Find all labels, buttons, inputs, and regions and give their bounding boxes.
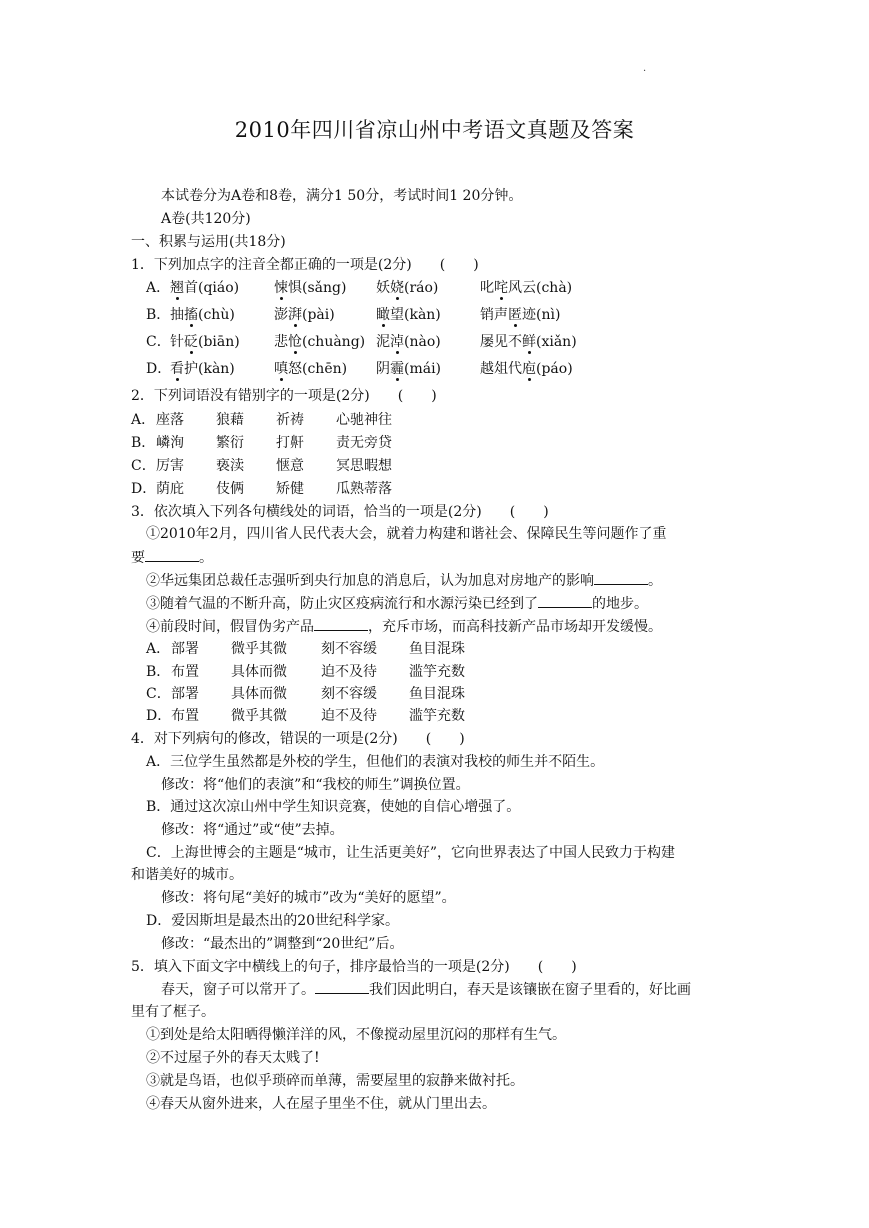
answer-blank <box>314 616 368 631</box>
q1-option-d: D．看护(kàn) 嗔怒(chēn) 阴霾(mái) 越俎代庖(páo) <box>146 359 584 379</box>
q5-sentence-1: ①到处是给太阳晒得懒洋洋的风，不像搅动屋里沉闷的那样有生气。 <box>146 1027 566 1043</box>
answer-blank <box>594 570 648 585</box>
q5-passage-cont: 里有了框子。 <box>131 1004 215 1020</box>
q2-option-b: B．嶙洵 繁衍 打鼾 责无旁贷 <box>131 435 392 451</box>
q5-passage: 春天，窗子可以常开了。 我们因此明白，春天是该镶嵌在窗子里看的，好比画 <box>161 979 691 1000</box>
q4-option-d-fix: 修改：“最杰出的”调整到“20世纪”后。 <box>161 936 404 952</box>
q4-option-d: D．爱因斯坦是最杰出的20世纪科学家。 <box>146 913 400 929</box>
q1-a-1: 翘首(qiáo) <box>170 280 240 296</box>
q1-d-4: 越俎代庖(páo) <box>480 361 573 377</box>
q3-option-d: D．布置 微乎其微 迫不及待 滥竽充数 <box>146 708 465 724</box>
header-mark: · <box>643 66 647 77</box>
q3-sentence-1-cont: 要 。 <box>131 547 213 568</box>
q4-stem: 4．对下列病句的修改，错误的一项是(2分) ( ) <box>131 731 465 747</box>
q1-c-1: 针砭(biān) <box>170 334 240 350</box>
section-1-heading: 一、积累与运用(共18分) <box>131 234 286 250</box>
q1-a-3: 妖娆(ráo) <box>376 280 439 296</box>
volume-a-heading: A卷(共120分) <box>161 211 251 227</box>
answer-blank <box>538 593 592 608</box>
q1-c-4: 屡见不鲜(xiǎn) <box>480 334 577 350</box>
q1-b-4: 销声匿迹(nì) <box>480 307 561 323</box>
answer-blank <box>315 979 369 994</box>
q3-option-a: A．部署 微乎其微 刻不容缓 鱼目混珠 <box>146 641 465 657</box>
q5-stem: 5．填入下面文字中横线上的句子，排序最恰当的一项是(2分) ( ) <box>131 959 577 975</box>
q1-c-3: 泥淖(nào) <box>376 334 441 350</box>
q1-a-2: 悚惧(sǎng) <box>274 280 347 296</box>
q1-option-a: A．翘首(qiáo) 悚惧(sǎng) 妖娆(ráo) 叱咤风云(chà) <box>146 278 584 298</box>
q1-c-2: 悲怆(chuàng) <box>274 334 366 350</box>
q1-option-c: C．针砭(biān) 悲怆(chuàng) 泥淖(nào) 屡见不鲜(xiǎn) <box>146 332 584 352</box>
q1-stem: 1．下列加点字的注音全都正确的一项是(2分) ( ) <box>131 257 479 273</box>
q5-sentence-3: ③就是鸟语，也似乎琐碎而单薄，需要屋里的寂静来做衬托。 <box>146 1073 524 1089</box>
q3-option-b: B．布置 具体而微 迫不及待 滥竽充数 <box>146 664 465 680</box>
q4-option-a: A．三位学生虽然都是外校的学生，但他们的表演对我校的师生并不陌生。 <box>146 754 605 770</box>
q1-option-b: B．抽搐(chù) 澎湃(pài) 瞰望(kàn) 销声匿迹(nì) <box>146 305 584 325</box>
q1-b-1: 抽搐(chù) <box>170 307 235 323</box>
q1-d-1: 看护(kàn) <box>170 361 235 377</box>
q3-stem: 3．依次填入下列各句横线处的词语，恰当的一项是(2分) ( ) <box>131 504 549 520</box>
q3-sentence-1: ①2010年2月，四川省人民代表大会，就着力构建和谐社会、保障民生等问题作了重 <box>146 526 667 542</box>
q4-option-b-fix: 修改：将“通过”或“使”去掉。 <box>161 822 344 838</box>
page-title: 2010年四川省凉山州中考语文真题及答案 <box>234 118 635 142</box>
q5-sentence-4: ④春天从窗外进来，人在屋子里坐不住，就从门里出去。 <box>146 1096 496 1112</box>
q5-sentence-2: ②不过屋子外的春天太贱了! <box>146 1050 320 1066</box>
q1-b-2: 澎湃(pài) <box>274 307 335 323</box>
q1-d-3: 阴霾(mái) <box>376 361 442 377</box>
q2-option-c: C．厉害 亵渎 惬意 冥思暇想 <box>131 458 392 474</box>
q4-option-c-fix: 修改：将句尾“美好的城市”改为“美好的愿望”。 <box>161 890 456 906</box>
q3-option-c: C．部署 具体而微 刻不容缓 鱼目混珠 <box>146 686 465 702</box>
q4-option-a-fix: 修改：将“他们的表演”和“我校的师生”调换位置。 <box>161 777 470 793</box>
exam-intro: 本试卷分为A卷和8卷，满分1 50分，考试时间1 20分钟。 <box>161 188 523 204</box>
q3-sentence-2: ②华远集团总裁任志强听到央行加息的消息后，认为加息对房地产的影响 。 <box>146 570 662 591</box>
q4-option-c: C．上海世博会的主题是“城市，让生活更美好”，它向世界表达了中国人民致力于构建 <box>146 845 676 861</box>
q2-option-d: D．荫庇 伎俩 矫健 瓜熟蒂落 <box>131 481 392 497</box>
q1-b-3: 瞰望(kàn) <box>376 307 441 323</box>
q1-a-4: 叱咤风云(chà) <box>480 280 573 296</box>
q4-option-c-cont: 和谐美好的城市。 <box>131 867 243 883</box>
q2-option-a: A．座落 狼藉 祈祷 心驰神往 <box>131 412 392 428</box>
q2-stem: 2．下列词语没有错别字的一项是(2分) ( ) <box>131 388 437 404</box>
q3-sentence-3: ③随着气温的不断升高，防止灾区疫病流行和水源污染已经到了 的地步。 <box>146 593 648 614</box>
q1-d-2: 嗔怒(chēn) <box>274 361 348 377</box>
answer-blank <box>145 547 199 562</box>
q3-sentence-4: ④前段时间，假冒伪劣产品 ，充斥市场，而高科技新产品市场却开发缓慢。 <box>146 616 662 637</box>
q4-option-b: B．通过这次凉山州中学生知识竞赛，使她的自信心增强了。 <box>146 799 521 815</box>
